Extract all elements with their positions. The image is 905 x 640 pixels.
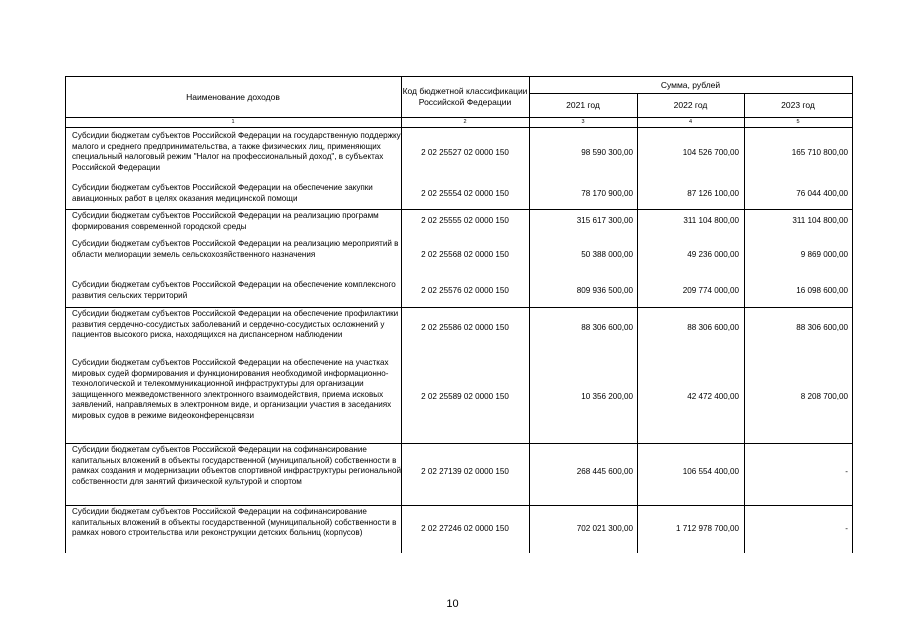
column-number: 1 (231, 119, 235, 125)
amount-2022: 106 554 400,00 (682, 467, 739, 476)
amount-2023: 76 044 400,00 (796, 189, 848, 198)
budget-code: 2 02 25576 02 0000 150 (421, 286, 509, 295)
budget-code: 2 02 25586 02 0000 150 (421, 323, 509, 332)
header-sum-column: Сумма, рублей (660, 79, 721, 90)
budget-code: 2 02 25568 02 0000 150 (421, 250, 509, 259)
amount-2021: 268 445 600,00 (576, 467, 633, 476)
amount-2023: 88 306 600,00 (796, 323, 848, 332)
header-year-2022: 2022 год (673, 100, 708, 110)
amount-2023: 9 869 000,00 (800, 250, 848, 259)
amount-2022: 1 712 978 700,00 (675, 524, 739, 533)
revenue-name: Субсидии бюджетам субъектов Российской Федерации на государственную поддержку малого и среднего предпринимательства, а также физических лиц, применяющих специальный налоговый режим "Налог на профессиональный доход", в субъектах Российской Федерации (72, 131, 401, 172)
revenue-name: Субсидии бюджетам субъектов Российской Федерации на обеспечение закупки авиационных работ в целях оказания медицинской помощи (72, 183, 373, 203)
revenue-name: Субсидии бюджетам субъектов Российской Федерации на софинансирование капитальных вложений в объекты государственной (муниципальной) собственности в рамках создания и модернизации объектов спортивной инфраструктуры региональной собственности для занятий физической культурой и спортом (72, 445, 401, 486)
amount-2022: 49 236 000,00 (687, 250, 739, 259)
revenue-name: Субсидии бюджетам субъектов Российской Федерации на обеспечение профилактики развития сердечно-сосудистых заболеваний и сердечно-сосудистых осложнений у пациентов высокого риска, находящихся на диспансерном наблюдении (72, 309, 399, 339)
amount-2021: 50 388 000,00 (581, 250, 633, 259)
revenue-name: Субсидии бюджетам субъектов Российской Федерации на обеспечение комплексного развития сельских территорий (72, 280, 396, 300)
budget-code: 2 02 25527 02 0000 150 (421, 148, 509, 157)
budget-code: 2 02 25555 02 0000 150 (421, 216, 509, 225)
revenue-name: Субсидии бюджетам субъектов Российской Федерации на реализацию мероприятий в области мелиорации земель сельскохозяйственного назначения (72, 239, 399, 259)
revenue-table (65, 76, 852, 537)
header-code-column: Код бюджетной классификации Российской Федерации (402, 86, 528, 107)
amount-2023: 8 208 700,00 (800, 392, 848, 401)
amount-2022: 311 104 800,00 (683, 216, 739, 225)
revenue-name: Субсидии бюджетам субъектов Российской Федерации на обеспечение на участках мировых судей формирования и функционирования необходимой информационно-технологической и телекоммуникационной инфраструктуры для организации защищенного межведомственного электронного взаимодействия, приема исковых заявлений, направляемых в электронном виде, и организации участия в заседаниях мировых судов в режиме видеоконференцсвязи (72, 358, 392, 420)
row-divider (65, 209, 853, 210)
table-border-left (65, 76, 66, 553)
table-header (65, 76, 852, 128)
header-name-column: Наименование доходов (186, 91, 280, 102)
column-number: 2 (463, 119, 467, 125)
amount-2022: 42 472 400,00 (687, 392, 739, 401)
column-number: 4 (688, 119, 693, 125)
amount-2023: 311 104 800,00 (792, 216, 848, 225)
amount-2023: 165 710 800,00 (791, 148, 848, 157)
amount-2021: 88 306 600,00 (581, 323, 633, 332)
header-year-2021: 2021 год (566, 100, 600, 110)
amount-2021: 10 356 200,00 (581, 392, 633, 401)
amount-2022: 104 526 700,00 (682, 148, 739, 157)
row-divider (65, 505, 853, 506)
budget-code: 2 02 27246 02 0000 150 (421, 524, 509, 533)
budget-code: 2 02 27139 02 0000 150 (421, 467, 509, 476)
amount-2022: 88 306 600,00 (687, 323, 739, 332)
revenue-name: Субсидии бюджетам субъектов Российской Федерации на реализацию программ формирования современной городской среды (72, 211, 379, 231)
table-border-right (852, 76, 853, 553)
amount-2021: 809 936 500,00 (576, 286, 633, 295)
budget-code: 2 02 25589 02 0000 150 (421, 392, 509, 401)
amount-2023: 16 098 600,00 (796, 286, 848, 295)
amount-2022: 209 774 000,00 (682, 286, 739, 295)
amount-2021: 98 590 300,00 (581, 148, 633, 157)
amount-2023: - (845, 467, 848, 476)
header-year-2023: 2023 год (781, 100, 815, 110)
amount-2021: 315 617 300,00 (576, 216, 633, 225)
revenue-name: Субсидии бюджетам субъектов Российской Федерации на софинансирование капитальных вложений в объекты государственной (муниципальной) собственности в рамках нового строительства или реконструкции детских больниц (корпусов) (72, 507, 397, 537)
amount-2021: 702 021 300,00 (576, 524, 633, 533)
column-number: 3 (581, 119, 585, 125)
row-divider (65, 443, 853, 444)
amount-2021: 78 170 900,00 (581, 189, 633, 198)
amount-2023: - (845, 524, 848, 533)
page-number: 10 (446, 598, 459, 610)
budget-code: 2 02 25554 02 0000 150 (421, 189, 509, 198)
column-number: 5 (796, 119, 800, 125)
amount-2022: 87 126 100,00 (687, 189, 739, 198)
row-divider (65, 307, 853, 308)
